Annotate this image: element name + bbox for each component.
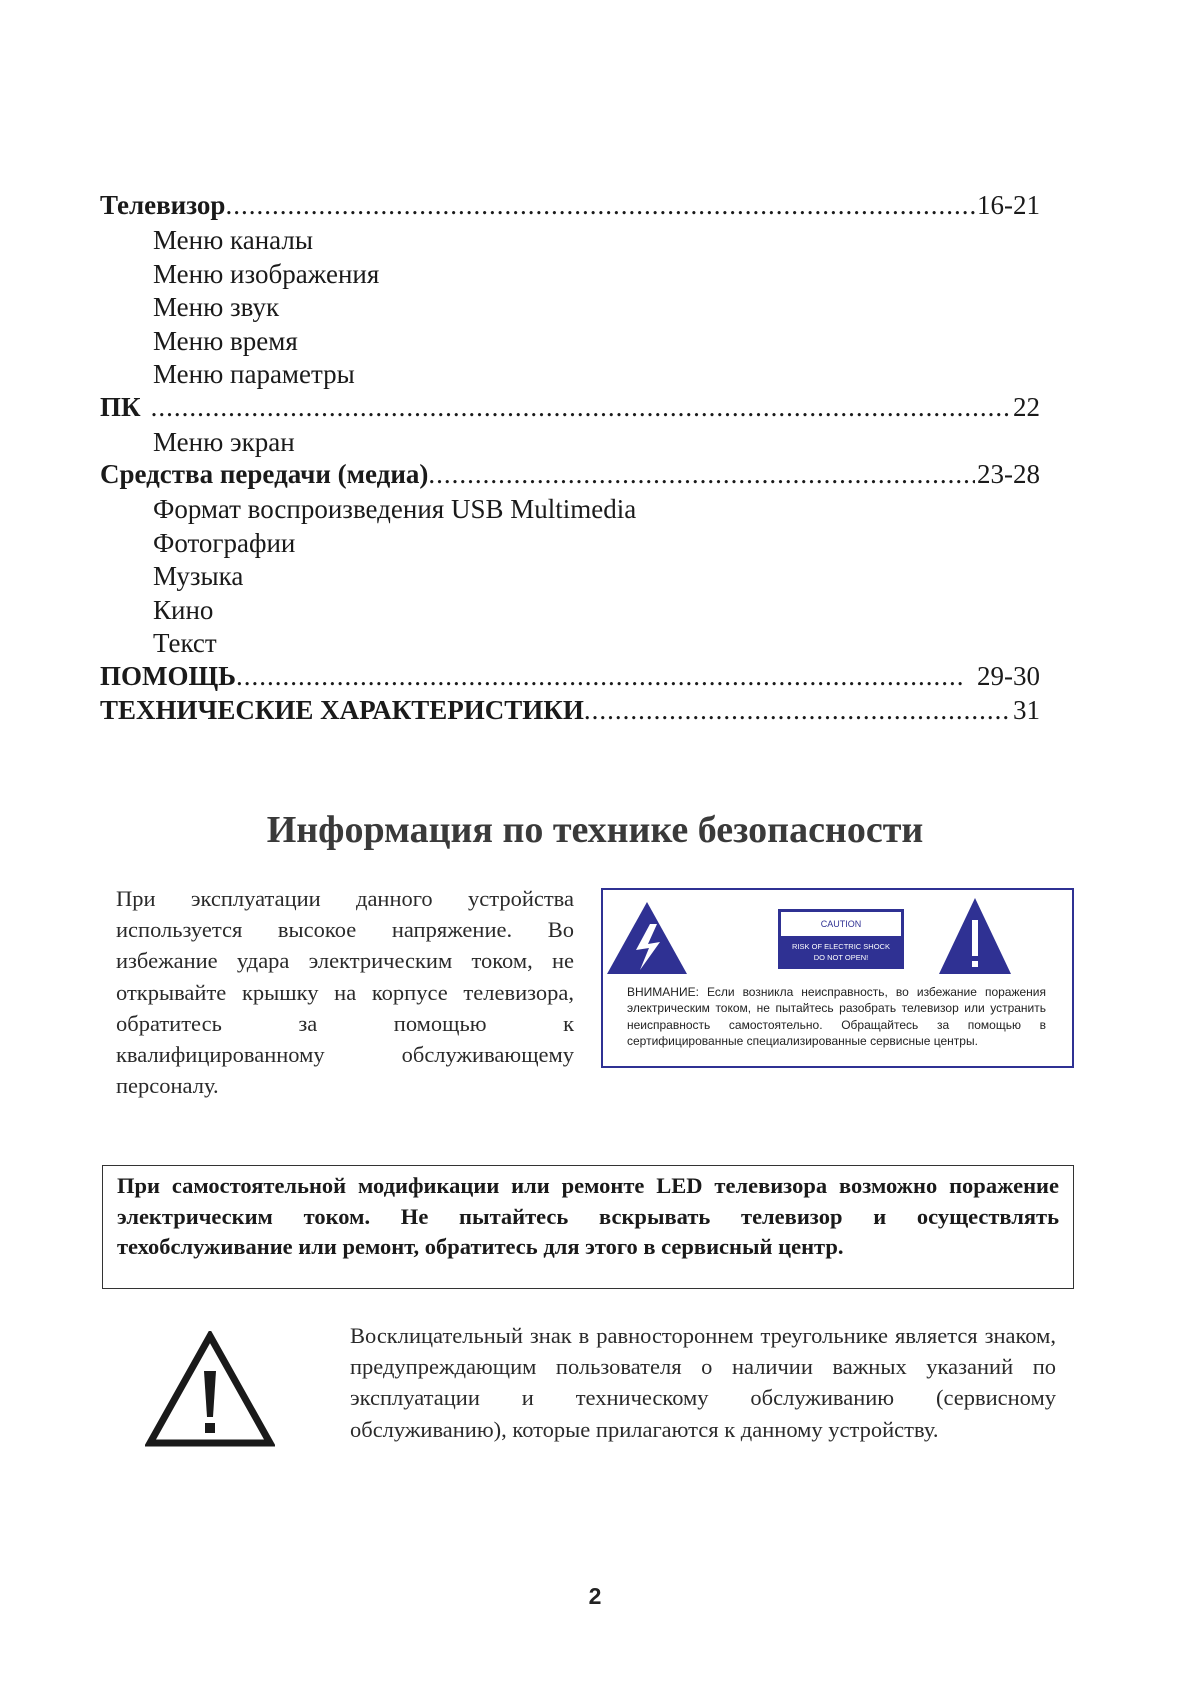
toc-title: ПК — [100, 391, 141, 422]
toc-title: ПОМОЩЬ — [100, 660, 236, 691]
toc-subitem[interactable]: Меню изображения — [153, 258, 380, 289]
toc-entry-specs[interactable] — [100, 695, 1040, 729]
toc-page-range: 16-21 — [977, 190, 1040, 220]
toc-page-range: 31 — [1013, 694, 1040, 725]
caution-sticker — [778, 909, 904, 969]
toc-title: Средства передачи (медиа) — [100, 459, 429, 489]
toc-page-range: 29-30 — [977, 660, 1040, 691]
safety-intro-paragraph: При эксплуатации данного устройства используется высокое напряжение. Во избежание удара электрическим током, не открывайте крышку на корпусе телевизора, обратитесь за помощью к квалифицированному обслуживающему персоналу. — [116, 886, 574, 1099]
page-number: 2 — [588, 1583, 602, 1609]
toc-subitem[interactable]: Меню время — [153, 325, 298, 356]
toc-subitem[interactable]: Текст — [153, 628, 217, 658]
toc-subitem[interactable]: Формат воспроизведения USB Multimedia — [153, 494, 637, 524]
caution-risk-text — [779, 941, 903, 963]
caution-word: CAUTION — [781, 912, 901, 936]
toc-entry-media[interactable] — [100, 459, 1040, 493]
toc-subitem[interactable]: Меню экран — [153, 426, 295, 457]
toc-leader-dots — [141, 392, 1011, 423]
toc-leader-dots — [225, 190, 975, 221]
toc-subitem[interactable]: Фотографии — [153, 527, 296, 558]
toc-page-range: 23-28 — [977, 459, 1040, 489]
table-of-contents — [100, 190, 1040, 729]
toc-title: ТЕХНИЧЕСКИЕ ХАРАКТЕРИСТИКИ — [100, 694, 584, 725]
toc-subitem[interactable]: Меню каналы — [153, 225, 313, 255]
toc-entry-pc[interactable] — [100, 392, 1040, 426]
toc-subitem[interactable]: Кино — [153, 594, 214, 625]
caution-risk-line: RISK OF ELECTRIC SHOCK — [792, 942, 890, 951]
caution-label-box — [601, 888, 1074, 1068]
toc-subitem[interactable]: Музыка — [153, 561, 244, 591]
exclamation-description: Восклицательный знак в равностороннем треугольнике является знаком, предупреждающим пользователя о наличии важных указаний по эксплуатации и техническому обслуживанию (сервисному обслуживанию), которые прилагаются к данному устройству. — [350, 1323, 1056, 1442]
toc-subitem[interactable]: Меню параметры — [153, 359, 355, 389]
section-title: Информация по технике безопасности — [266, 809, 924, 851]
caution-notice-text: ВНИМАНИЕ: Если возникла неисправность, во избежание поражения электрическим током, не пытайтесь разобрать телевизор или устранить неисправность самостоятельно. Обращайтесь за помощью в сертифицированные специализированные сервисные центры. — [627, 985, 1046, 1049]
toc-page-range: 22 — [1013, 391, 1040, 422]
toc-subitem[interactable]: Меню звук — [153, 292, 280, 322]
toc-leader-dots — [236, 661, 965, 692]
toc-leader-dots — [584, 695, 1011, 726]
caution-risk-line: DO NOT OPEN! — [813, 953, 869, 962]
exclamation-triangle-icon — [145, 1331, 275, 1449]
toc-leader-dots — [428, 459, 975, 490]
exclamation-dot — [972, 961, 978, 967]
toc-entry-help[interactable] — [100, 661, 1040, 695]
toc-entry-tv[interactable] — [100, 190, 1040, 224]
exclamation-bar — [972, 920, 978, 956]
toc-title: Телевизор — [100, 190, 226, 220]
warning-box: При самостоятельной модификации или ремонте LED телевизора возможно поражение электрическим током. Не пытайтесь вскрывать телевизор и осуществлять техобслуживание или ремонт, обратитесь для этого в сервисный центр. — [102, 1165, 1074, 1289]
